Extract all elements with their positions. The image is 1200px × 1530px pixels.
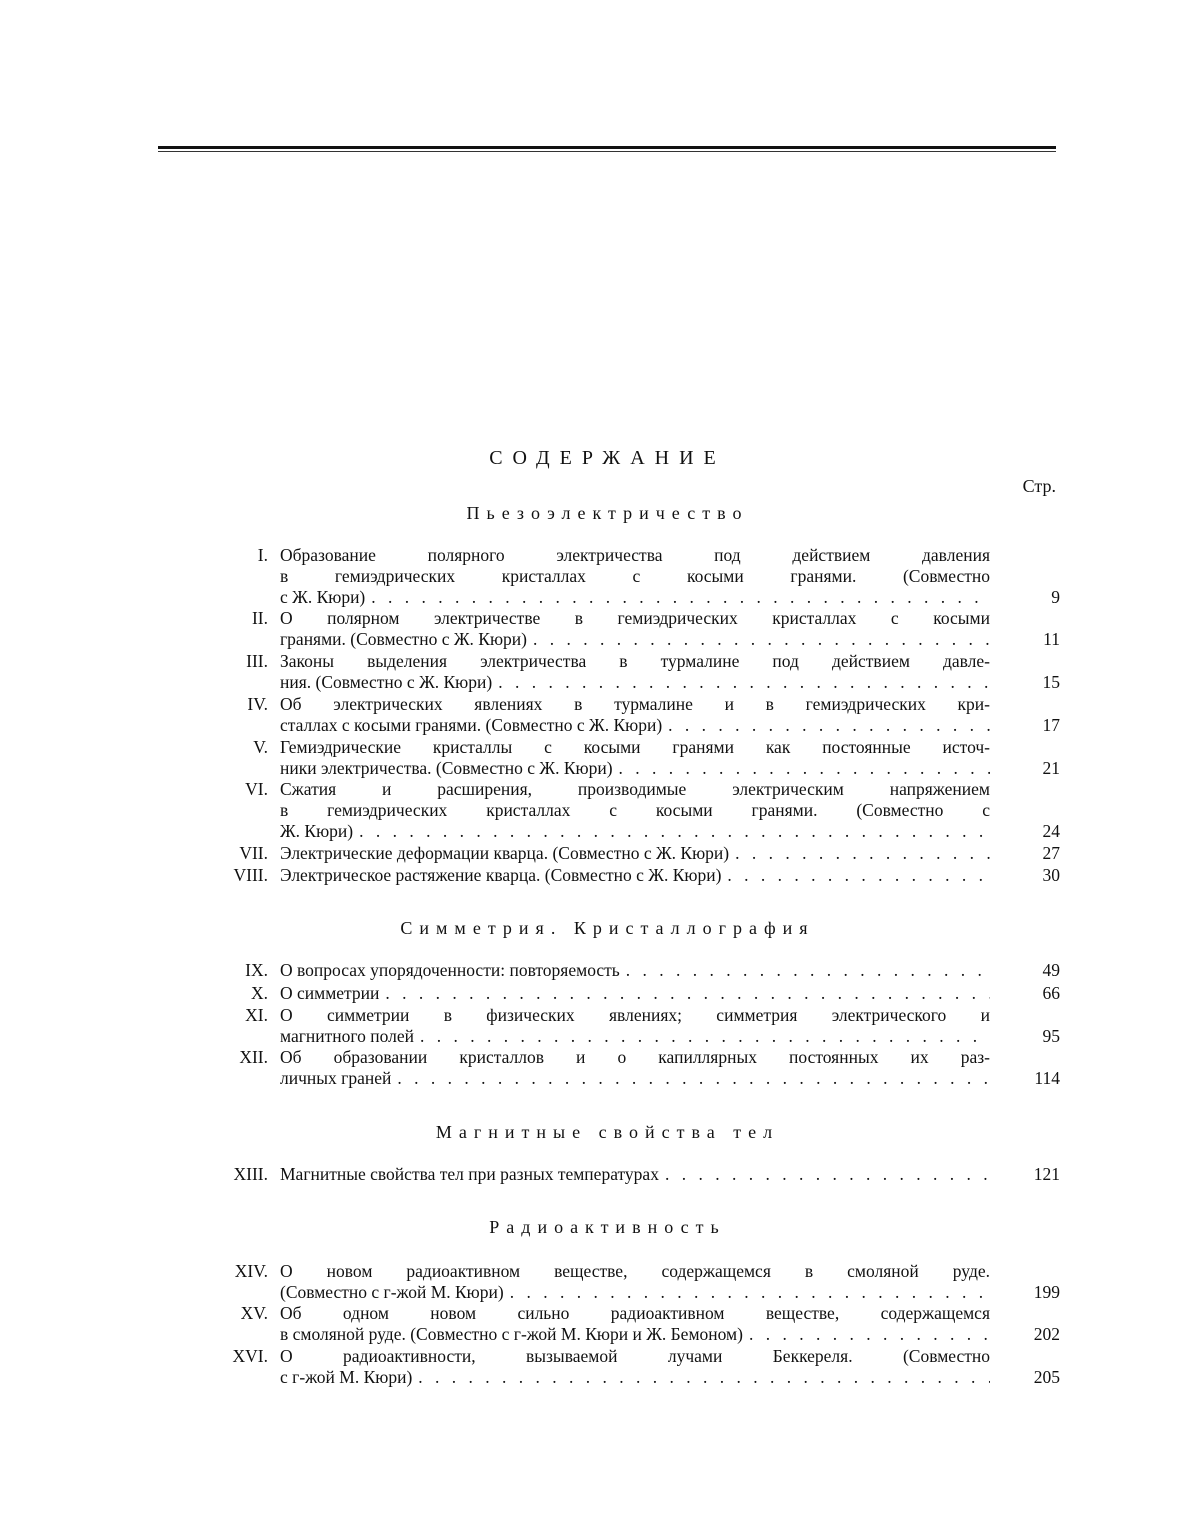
dot-leader [391, 1068, 990, 1089]
entry-title-line: с г-жой М. Кюри) [280, 1367, 412, 1388]
toc-entry[interactable] [200, 865, 1060, 886]
entry-title-line: в гемиэдрических кристаллах с косыми гранями. (Совместно [280, 566, 990, 587]
section-heading: Магнитные свойства тел [0, 1122, 1200, 1143]
page-number: 202 [1000, 1324, 1060, 1345]
entry-title-line: О симметрии в физических явлениях; симметрия электрического и [280, 1005, 990, 1026]
dot-leader [613, 758, 990, 779]
entry-number: XVI. [200, 1346, 268, 1367]
entry-title-line: магнитного полей [280, 1026, 414, 1047]
entry-title-line: в гемиэдрических кристаллах с косыми гранями. (Совместно с [280, 800, 990, 821]
entry-title-line: Электрическое растяжение кварца. (Совместно с Ж. Кюри) [280, 865, 721, 886]
page-number: 49 [1000, 960, 1060, 981]
entry-number: V. [200, 737, 268, 758]
entry-title-line: О симметрии [280, 983, 379, 1004]
entry-title-line: Электрические деформации кварца. (Совместно с Ж. Кюри) [280, 843, 729, 864]
page-number: 121 [1000, 1164, 1060, 1185]
entry-number: XI. [200, 1005, 268, 1026]
toc-entry[interactable] [200, 960, 1060, 981]
dot-leader [721, 865, 990, 886]
toc-entry[interactable] [200, 1261, 1060, 1303]
dot-leader [412, 1367, 990, 1388]
entry-number: XV. [200, 1303, 268, 1324]
toc-entry[interactable] [200, 843, 1060, 864]
dot-leader [662, 715, 990, 736]
entry-title-line: в смоляной руде. (Совместно с г-жой М. Кюри и Ж. Бемоном) [280, 1324, 743, 1345]
entry-title-line: ники электричества. (Совместно с Ж. Кюри) [280, 758, 613, 779]
section-heading: Пьезоэлектричество [0, 503, 1200, 524]
dot-leader [353, 821, 990, 842]
dot-leader [743, 1324, 990, 1345]
entry-number: IX. [200, 960, 268, 981]
entry-title-line: с Ж. Кюри) [280, 587, 365, 608]
page-number: 30 [1000, 865, 1060, 886]
page-number: 95 [1000, 1026, 1060, 1047]
top-rule [158, 146, 1056, 149]
dot-leader [659, 1164, 990, 1185]
dot-leader [492, 672, 990, 693]
page-number: 114 [1000, 1068, 1060, 1089]
dot-leader [365, 587, 990, 608]
page-number: 199 [1000, 1282, 1060, 1303]
entry-title-line: О вопросах упорядоченности: повторяемость [280, 960, 620, 981]
entry-title-line: Образование полярного электричества под действием давления [280, 545, 990, 566]
entry-title-line: ния. (Совместно с Ж. Кюри) [280, 672, 492, 693]
entry-number: II. [200, 608, 268, 629]
page-column-label: Стр. [1023, 476, 1056, 497]
dot-leader [414, 1026, 990, 1047]
page-number: 11 [1000, 629, 1060, 650]
entry-number: III. [200, 651, 268, 672]
entry-title-line: (Совместно с г-жой М. Кюри) [280, 1282, 504, 1303]
section-heading: Радиоактивность [0, 1217, 1200, 1238]
toc-entry[interactable] [200, 694, 1060, 736]
toc-entry[interactable] [200, 1005, 1060, 1047]
toc-entry[interactable] [200, 1346, 1060, 1388]
entry-title-line: Об одном новом сильно радиоактивном веществе, содержащемся [280, 1303, 990, 1324]
dot-leader [379, 983, 990, 1004]
page-number: 24 [1000, 821, 1060, 842]
dot-leader [527, 629, 990, 650]
page-number: 66 [1000, 983, 1060, 1004]
entry-number: X. [200, 983, 268, 1004]
entry-title-line: Законы выделения электричества в турмалине под действием давле- [280, 651, 990, 672]
toc-entry[interactable] [200, 779, 1060, 842]
entry-title-line: Ж. Кюри) [280, 821, 353, 842]
entry-number: VI. [200, 779, 268, 800]
entry-number: XIII. [200, 1164, 268, 1185]
entry-title-line: О радиоактивности, вызываемой лучами Беккереля. (Совместно [280, 1346, 990, 1367]
entry-number: XIV. [200, 1261, 268, 1282]
entry-number: IV. [200, 694, 268, 715]
toc-entry[interactable] [200, 983, 1060, 1004]
entry-title-line: Об электрических явлениях в турмалине и в гемиэдрических кри- [280, 694, 990, 715]
page-number: 27 [1000, 843, 1060, 864]
toc-entry[interactable] [200, 1047, 1060, 1089]
entry-title-line: гранями. (Совместно с Ж. Кюри) [280, 629, 527, 650]
page-number: 17 [1000, 715, 1060, 736]
entry-title-line: личных граней [280, 1068, 391, 1089]
toc-entry[interactable] [200, 651, 1060, 693]
page-number: 205 [1000, 1367, 1060, 1388]
toc-entry[interactable] [200, 1164, 1060, 1185]
entry-number: VII. [200, 843, 268, 864]
toc-entry[interactable] [200, 737, 1060, 779]
dot-leader [504, 1282, 990, 1303]
dot-leader [729, 843, 990, 864]
toc-entry[interactable] [200, 1303, 1060, 1345]
entry-title-line: О новом радиоактивном веществе, содержащемся в смоляной руде. [280, 1261, 990, 1282]
entry-number: VIII. [200, 865, 268, 886]
entry-title-line: Магнитные свойства тел при разных температурах [280, 1164, 659, 1185]
entry-number: XII. [200, 1047, 268, 1068]
page-number: 21 [1000, 758, 1060, 779]
entry-title-line: Об образовании кристаллов и о капиллярных постоянных их раз- [280, 1047, 990, 1068]
toc-title: СОДЕРЖАНИЕ [0, 447, 1200, 470]
dot-leader [620, 960, 990, 981]
entry-title-line: О полярном электричестве в гемиэдрических кристаллах с косыми [280, 608, 990, 629]
toc-entry[interactable] [200, 608, 1060, 650]
toc-entry[interactable] [200, 545, 1060, 608]
page-number: 15 [1000, 672, 1060, 693]
entry-title-line: Гемиэдрические кристаллы с косыми гранями как постоянные источ- [280, 737, 990, 758]
entry-title-line: Сжатия и расширения, производимые электрическим напряжением [280, 779, 990, 800]
section-heading: Симметрия. Кристаллография [0, 918, 1200, 939]
page-number: 9 [1000, 587, 1060, 608]
entry-number: I. [200, 545, 268, 566]
entry-title-line: сталлах с косыми гранями. (Совместно с Ж. Кюри) [280, 715, 662, 736]
